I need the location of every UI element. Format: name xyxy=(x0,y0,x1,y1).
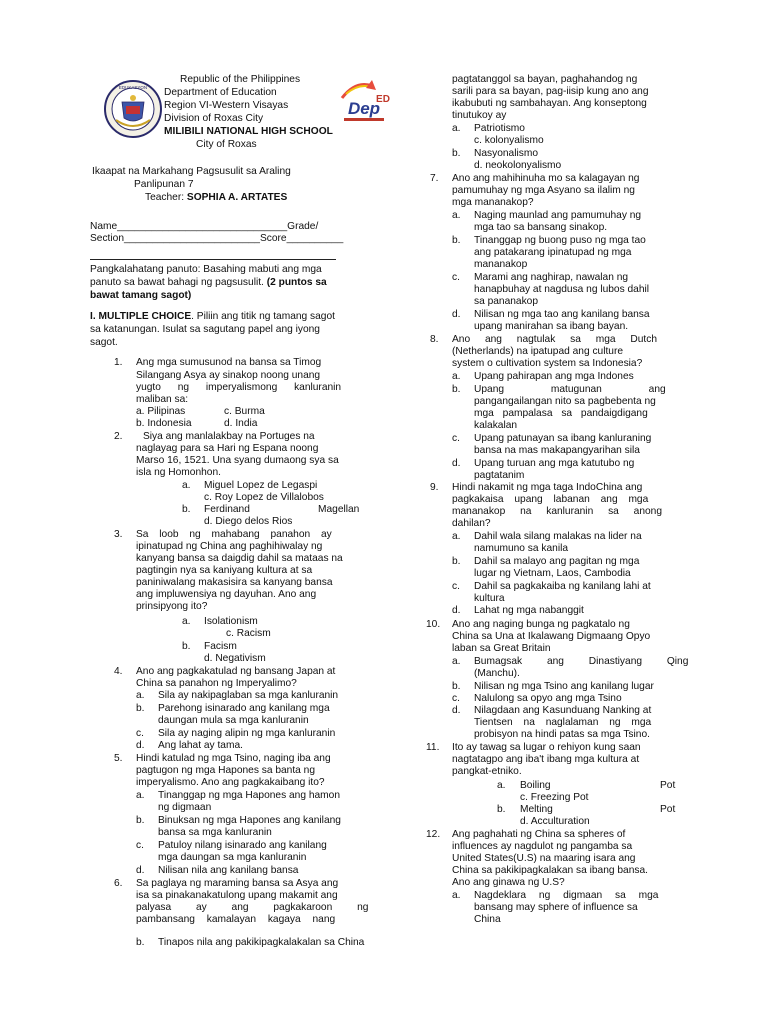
option-letter: b. xyxy=(452,384,461,395)
points-note: (2 puntos sa xyxy=(266,277,327,288)
option-b[interactable]: Melting xyxy=(520,804,553,815)
option-b[interactable]: Dahil sa malayo ang pagitan ng mga xyxy=(474,556,640,567)
option-d[interactable]: Nilisan ng mga tao ang kanilang bansa xyxy=(474,309,650,320)
question-number: 5. xyxy=(114,753,123,764)
option-a[interactable]: Tinanggap ng mga Hapones ang hamon xyxy=(158,790,340,801)
mc-label: I. MULTIPLE CHOICE xyxy=(90,311,192,322)
school-name: MILIBILI NATIONAL HIGH SCHOOL xyxy=(164,126,333,137)
question-number: 8. xyxy=(430,334,439,345)
option-b-cont[interactable]: mananakop xyxy=(474,259,528,270)
deped-seal-icon xyxy=(104,80,162,138)
option-d[interactable]: d. India xyxy=(224,418,258,429)
question-text: United States(U.S) na maaring isara ang xyxy=(452,853,636,864)
option-letter: d. xyxy=(136,865,145,876)
option-letter: d. xyxy=(452,309,461,320)
option-letter: a. xyxy=(136,790,145,801)
option-letter: b. xyxy=(452,235,461,246)
option-d[interactable]: Lahat ng mga nabanggit xyxy=(474,605,584,616)
option-c[interactable]: c. Roy Lopez de Villalobos xyxy=(204,492,324,503)
question-number: 11. xyxy=(426,742,440,753)
option-b[interactable]: Binuksan ng mga Hapones ang kanilang xyxy=(158,815,341,826)
mc-instructions-3: sagot. xyxy=(90,337,118,348)
question-text: isla ng Homonhon. xyxy=(136,467,221,478)
question-text: pagkakaisa upang labanan ang mga xyxy=(452,494,649,505)
divider-line xyxy=(90,259,336,260)
question-text: pagtatanggol sa bayan, paghahandog ng xyxy=(452,74,638,85)
option-d[interactable]: d. Negativism xyxy=(204,653,266,664)
option-c[interactable]: c. Freezing Pot xyxy=(520,792,589,803)
question-number: 9. xyxy=(430,482,439,493)
name-field[interactable]: Name______________________________Grade/ xyxy=(90,221,319,232)
option-c-cont[interactable]: kultura xyxy=(474,593,505,604)
question-text: system o cultivation system sa Indonesia? xyxy=(452,358,643,369)
question-text: Hindi nakamit ng mga taga IndoChina ang xyxy=(452,482,643,493)
option-c-cont[interactable]: mga daungan sa mga kanluranin xyxy=(158,852,307,863)
option-c[interactable]: c. Burma xyxy=(224,406,265,417)
question-text: China sa Una at Ikalawang Digmaang Opyo xyxy=(452,631,651,642)
question-text: pamumuhay ng mga Asyano sa ilalim ng xyxy=(452,185,635,196)
question-number: 12. xyxy=(426,829,441,840)
exam-title: Ikaapat na Markahang Pagsusulit sa Araling xyxy=(92,166,291,177)
question-text: Siya ang manlalakbay na Portuges na xyxy=(143,431,315,442)
question-text: Ito ay tawag sa lugar o rehiyon kung saan xyxy=(452,742,641,753)
option-b-cont[interactable]: Pot xyxy=(660,804,676,815)
svg-text:ED: ED xyxy=(376,94,390,105)
question-text: China sa panahon ng Imperyalimo? xyxy=(136,678,297,689)
teacher-line xyxy=(145,192,287,204)
option-letter: b. xyxy=(136,703,145,714)
option-a[interactable]: Sila ay nakipaglaban sa mga kanluranin xyxy=(158,690,339,701)
question-text: ang impluwensiya ng dayuhan. Ano ang xyxy=(136,589,317,600)
option-b[interactable]: Parehong isinarado ang kanilang mga xyxy=(158,703,330,714)
option-b-cont[interactable]: Magellan xyxy=(318,504,360,515)
option-d-cont[interactable]: probisyon na hindi patas sa mga Tsino. xyxy=(474,729,650,740)
option-letter: a. xyxy=(452,371,461,382)
option-a-cont[interactable]: (Manchu). xyxy=(474,668,520,679)
option-d[interactable]: d. Diego delos Rios xyxy=(204,516,293,527)
republic-text: Republic of the Philippines xyxy=(180,74,301,85)
option-b-cont[interactable]: pangangailangan nito sa pagbebenta ng xyxy=(474,396,656,407)
option-c-cont[interactable]: hanapbuhay at nagdusa ng lubos dahil xyxy=(474,284,650,295)
option-c[interactable]: Marami ang naghirap, nawalan ng xyxy=(474,272,629,283)
option-a-cont[interactable]: Pot xyxy=(660,780,676,791)
question-number: 7. xyxy=(430,173,439,184)
option-b-cont[interactable]: mga pampalasa sa pandaigdigang xyxy=(474,408,648,419)
question-number: 6. xyxy=(114,878,123,889)
option-c[interactable]: Sila ay naging alipin ng mga kanluranin xyxy=(158,728,336,739)
mc-instructions-2: sa katanungan. Isulat sa sagutang papel ang iyong xyxy=(90,324,320,335)
option-c-cont[interactable]: sa pananakop xyxy=(474,296,539,307)
option-a[interactable]: Naging maunlad ang pamumuhay ng xyxy=(474,210,642,221)
question-number: 3. xyxy=(114,529,123,540)
option-b[interactable]: Nilisan ng mga Tsino ang kanilang lugar xyxy=(474,681,654,692)
question-text: Silangang Asya ay sinakop noong unang xyxy=(136,370,321,381)
option-b[interactable]: Tinapos nila ang pakikipagkalakalan sa China xyxy=(158,937,365,948)
option-c[interactable]: Dahil sa pagkakaiba ng kanilang lahi at xyxy=(474,581,651,592)
option-letter: d. xyxy=(452,705,461,716)
option-a-cont[interactable]: namumuno sa kanila xyxy=(474,543,569,554)
svg-text:EDUKASYON: EDUKASYON xyxy=(118,85,148,90)
city-text: City of Roxas xyxy=(196,139,257,150)
option-c[interactable]: Upang patunayan sa ibang kanluraning xyxy=(474,433,652,444)
option-d[interactable]: Nilisan nila ang kanilang bansa xyxy=(158,865,299,876)
option-letter: c. xyxy=(452,433,460,444)
option-letter: c. xyxy=(452,693,460,704)
option-d-cont[interactable]: Tientsen na naglalaman ng mga xyxy=(474,717,652,728)
option-letter: a. xyxy=(452,123,461,134)
option-d-cont[interactable]: upang manirahan sa ibang bayan. xyxy=(474,321,629,332)
department-text: Department of Education xyxy=(164,87,277,98)
general-instructions-2a: panuto sa bawat bahagi ng pagsusulit. xyxy=(90,277,267,288)
option-a[interactable]: Upang pahirapan ang mga Indones xyxy=(474,371,634,382)
option-b-cont[interactable]: kalakalan xyxy=(474,420,518,431)
question-text: ipinatupad ng China ang paghihiwalay ng xyxy=(136,541,323,552)
option-letter: c. xyxy=(452,581,460,592)
mc-text: . Piliin ang titik ng tamang sagot xyxy=(191,311,335,322)
option-letter: d. xyxy=(452,605,461,616)
option-letter: a. xyxy=(452,531,461,542)
question-text: pagtugon ng mga Hapones sa banta ng xyxy=(136,765,315,776)
question-number: 10. xyxy=(426,619,441,630)
exam-subject: Panlipunan 7 xyxy=(134,179,194,190)
option-letter: a. xyxy=(182,616,191,627)
question-text: Ang mga sumusunod na bansa sa Timog xyxy=(136,357,322,368)
question-text: prinsipyong ito? xyxy=(136,601,208,612)
option-letter: a. xyxy=(452,890,461,901)
question-text: yugto ng imperyalismong kanluranin xyxy=(136,382,342,393)
option-letter: a. xyxy=(136,690,145,701)
option-a-cont[interactable]: mga tao sa bansang sinakop. xyxy=(474,222,608,233)
general-instructions-1: Pangkalahatang panuto: Basahing mabuti ang mga xyxy=(90,264,322,275)
question-text: nagtatagpo ang iba't ibang mga kultura at xyxy=(452,754,640,765)
question-text: isa sa pinakanakatulong upang makamit ang xyxy=(136,890,338,901)
option-letter: b. xyxy=(452,556,461,567)
general-instructions-2 xyxy=(90,277,327,289)
option-letter: d. xyxy=(452,458,461,469)
question-text: mananakop na kanluranin sa anong xyxy=(452,506,662,517)
question-text: influences ay nagdulot ng pangamba sa xyxy=(452,841,633,852)
option-d[interactable]: Nilagdaan ang Kasunduang Nanking at xyxy=(474,705,652,716)
option-a[interactable]: Boiling xyxy=(520,780,551,791)
option-b-cont[interactable]: bansa sa mga kanluranin xyxy=(158,827,272,838)
question-text: ikabubuti ng sambahayan. Ang konseptong xyxy=(452,98,647,109)
option-c[interactable]: c. Racism xyxy=(226,628,271,639)
option-letter: d. xyxy=(136,740,145,751)
option-a-cont[interactable]: China xyxy=(474,914,501,925)
option-a-cont[interactable]: ng digmaan xyxy=(158,802,212,813)
option-letter: c. xyxy=(136,728,144,739)
option-letter: a. xyxy=(452,656,461,667)
option-letter: b. xyxy=(452,148,461,159)
question-text: Ano ang mahihinuha mo sa kalagayan ng xyxy=(452,173,640,184)
option-letter: a. xyxy=(452,210,461,221)
question-text: kanyang bansa sa daigdig dahil sa mataas na xyxy=(136,553,343,564)
teacher-label: Teacher: xyxy=(145,192,187,203)
question-text: Ano ang nagtulak sa mga Dutch xyxy=(452,334,657,345)
question-text: Sa paglaya ng maraming bansa sa Asya ang xyxy=(136,878,339,889)
option-c[interactable]: Patuloy nilang isinarado ang kanilang xyxy=(158,840,327,851)
question-text: mga mananakop? xyxy=(452,197,534,208)
question-text: maliban sa: xyxy=(136,394,189,405)
question-text: naglayag para sa Hari ng Espana noong xyxy=(136,443,319,454)
option-b-cont[interactable]: lugar ng Vietnam, Laos, Cambodia xyxy=(474,568,631,579)
option-a[interactable]: Isolationism xyxy=(204,616,258,627)
question-number: 4. xyxy=(114,666,123,677)
question-text: Hindi katulad ng mga Tsino, naging iba ang xyxy=(136,753,331,764)
points-note-2: bawat tamang sagot) xyxy=(90,290,192,301)
option-d[interactable]: d. neokolonyalismo xyxy=(474,160,562,171)
option-d[interactable]: d. Acculturation xyxy=(520,816,590,827)
question-text: imperyalismo. Ano ang pagkakaibang ito? xyxy=(136,777,325,788)
deped-logo-icon xyxy=(336,78,392,128)
question-text: Ang paghahati ng China sa spheres of xyxy=(452,829,626,840)
option-a[interactable]: a. Pilipinas xyxy=(136,406,186,417)
option-a[interactable]: Bumagsak ang Dinastiyang Qing xyxy=(474,656,689,667)
option-letter: b. xyxy=(182,504,191,515)
question-text: Ano ang pagkakatulad ng bansang Japan at xyxy=(136,666,336,677)
option-b-cont[interactable]: ang patakarang ipinatupad ng mga xyxy=(474,247,632,258)
question-text: Sa loob ng mahabang panahon ay xyxy=(136,529,332,540)
option-c-cont[interactable]: bansa na mas makapangyarihan sila xyxy=(474,445,640,456)
question-text: Ano ang naging bunga ng pagkatalo ng xyxy=(452,619,630,630)
option-letter: a. xyxy=(182,480,191,491)
option-a[interactable]: Dahil wala silang malakas na lider na xyxy=(474,531,642,542)
option-a[interactable]: Patriotismo xyxy=(474,123,525,134)
question-text: (Netherlands) na ipatupad ang culture xyxy=(452,346,624,357)
option-letter: c. xyxy=(452,272,460,283)
option-b-cont[interactable]: daungan mula sa mga kanluranin xyxy=(158,715,309,726)
option-a[interactable]: Miguel Lopez de Legaspi xyxy=(204,480,318,491)
question-text: sarili para sa bayan, pag-iisip kung ano ang xyxy=(452,86,649,97)
option-letter: b. xyxy=(136,815,145,826)
option-letter: a. xyxy=(497,780,506,791)
question-text: paniniwalang makasisira sa kanyang bansa xyxy=(136,577,333,588)
svg-text:Dep: Dep xyxy=(347,99,381,118)
question-text: pambansang kamalayan kagaya nang xyxy=(136,914,336,925)
option-b[interactable]: Facism xyxy=(204,641,237,652)
option-b[interactable]: Nasyonalismo xyxy=(474,148,538,159)
question-text: China sa pakikipagkalakan sa ibang bansa. xyxy=(452,865,648,876)
question-number: 2. xyxy=(114,431,123,442)
option-letter: c. xyxy=(136,840,144,851)
option-letter: b. xyxy=(452,681,461,692)
option-c[interactable]: c. kolonyalismo xyxy=(474,135,544,146)
option-b[interactable]: Tinanggap ng buong puso ng mga tao xyxy=(474,235,646,246)
option-c[interactable]: Nalulong sa opyo ang mga Tsino xyxy=(474,693,622,704)
question-text: Marso 16, 1521. Una syang dumaong sya sa xyxy=(136,455,339,466)
option-a-cont[interactable]: bansang may sphere of influence sa xyxy=(474,902,638,913)
question-text: pagtingin nya sa kaniyang kultura at sa xyxy=(136,565,313,576)
question-text: pangkat-etniko. xyxy=(452,766,522,777)
option-b[interactable]: b. Indonesia xyxy=(136,418,192,429)
question-text: palyasa ay ang pagkakaroon ng xyxy=(136,902,369,913)
option-b[interactable]: Ferdinand xyxy=(204,504,250,515)
question-text: dahilan? xyxy=(452,518,491,529)
region-text: Region VI-Western Visayas xyxy=(164,100,289,111)
option-b[interactable]: Upang matugunan ang xyxy=(474,384,666,395)
division-text: Division of Roxas City xyxy=(164,113,264,124)
option-a[interactable]: Nagdeklara ng digmaan sa mga xyxy=(474,890,659,901)
section-field[interactable]: Section________________________Score__________ xyxy=(90,233,344,244)
option-d-cont[interactable]: pagtatanim xyxy=(474,470,525,481)
question-number: 1. xyxy=(114,357,123,368)
option-letter: b. xyxy=(497,804,506,815)
question-text: laban sa Great Britain xyxy=(452,643,551,654)
mc-instructions-1 xyxy=(90,311,335,323)
option-letter: b. xyxy=(182,641,191,652)
question-text: Ano ang ginawa ng U.S? xyxy=(452,877,565,888)
option-d[interactable]: Upang turuan ang mga katutubo ng xyxy=(474,458,635,469)
question-text: tinutukoy ay xyxy=(452,110,507,121)
option-d[interactable]: Ang lahat ay tama. xyxy=(158,740,243,751)
teacher-name: SOPHIA A. ARTATES xyxy=(186,192,288,203)
option-letter: b. xyxy=(136,937,145,948)
